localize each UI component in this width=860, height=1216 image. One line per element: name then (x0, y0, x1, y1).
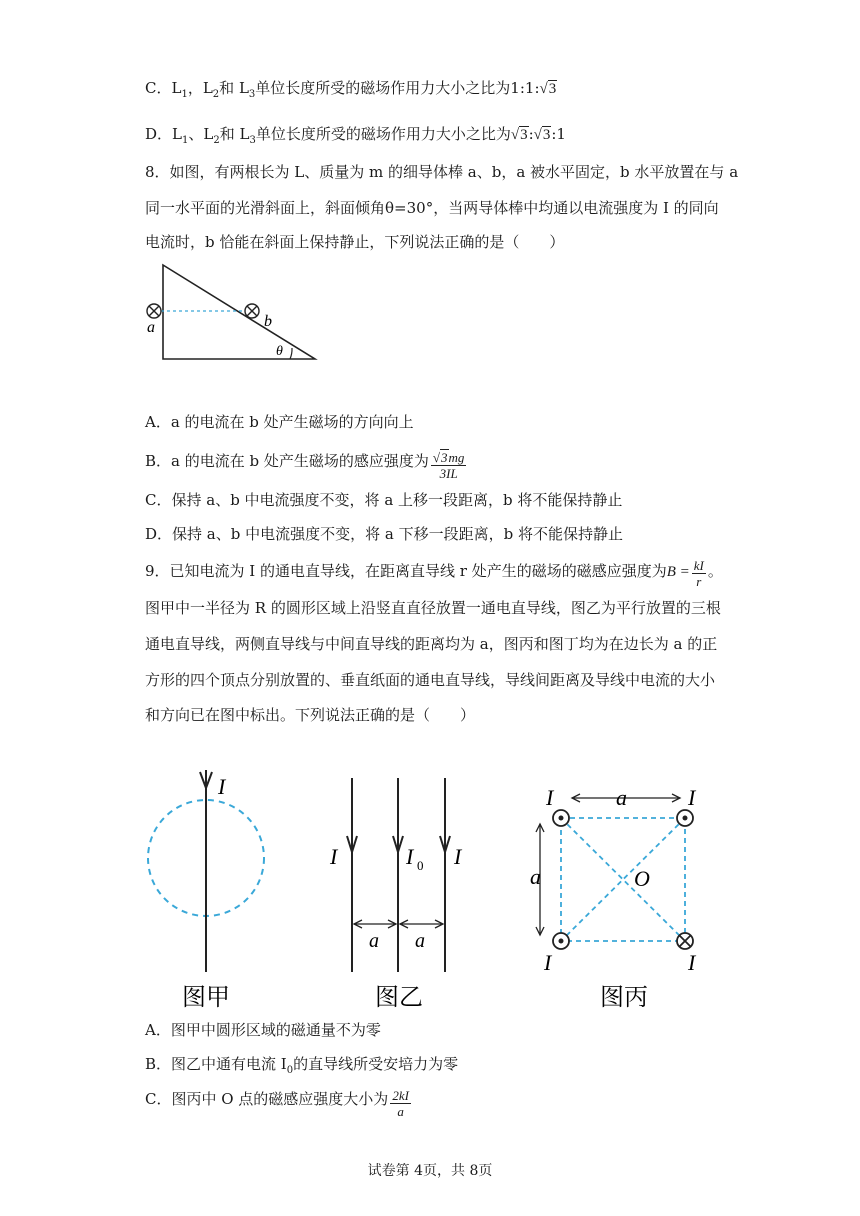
wire-out-of-page-icon (553, 933, 569, 949)
fig2-mid-sub: 0 (417, 858, 424, 873)
q9-option-c: C．图丙中 O 点的磁感应强度大小为 $\frac{2kI}{a}$ (145, 1088, 409, 1119)
q8-option-d: D．保持 a、b 中电流强度不变，将 a 下移一段距离，b 将不能保持静止 (145, 525, 623, 543)
q9-figures (140, 760, 720, 1010)
label-b: b (264, 313, 272, 330)
fig3-tr-current: I (688, 785, 696, 810)
q9-option-b: B．图乙中通有电流 $I_0$的直导线所受安培力为零 (145, 1055, 459, 1076)
fig2-caption: 图乙 (375, 985, 423, 1010)
q8-stem-line-3: 电流时，b 恰能在斜面上保持静止，下列说法正确的是（ ） (145, 233, 565, 251)
fig2-a-left: a (369, 930, 379, 952)
q8-option-c: C．保持 a、b 中电流强度不变，将 a 上移一段距离，b 将不能保持静止 (145, 491, 623, 509)
q9-option-a: A．图甲中圆形区域的磁通量不为零 (145, 1021, 381, 1039)
q9-stem-line-5: 和方向已在图中标出。下列说法正确的是（ ） (145, 706, 476, 724)
figure-yi (329, 778, 463, 1010)
fig3-caption: 图丙 (600, 985, 648, 1010)
q8-incline-figure (140, 262, 325, 367)
q9-stem-line-2: 图甲中一半径为 R 的圆形区域上沿竖直直径放置一通电直导线，图乙为平行放置的三根 (145, 599, 721, 617)
fig3-br-current: I (688, 950, 696, 975)
wire-into-page-icon (677, 933, 693, 949)
wire-out-of-page-icon (553, 810, 569, 826)
q7-option-c: C．$L_1$，$L_2$和 $L_3$单位长度所受的磁场作用力大小之比为1:1:√3 (145, 79, 557, 100)
q8-option-a: A．a 的电流在 b 处产生磁场的方向向上 (145, 413, 414, 431)
fig1-caption: 图甲 (182, 985, 230, 1010)
q8-option-b: B．a 的电流在 b 处产生磁场的感应强度为 $\frac{√3mg}{3IL}$ (145, 450, 465, 481)
q9-stem-line-1: 9．已知电流为 I 的通电直导线，在距离直导线 r 处产生的磁场的磁感应强度为B = $\frac{kI}{r}$ 。 (145, 558, 723, 589)
q7-option-d: D．$L_1$、$L_2$和 $L_3$单位长度所受的磁场作用力大小之比为√3:√3:1 (145, 125, 566, 146)
fig3-a-top: a (616, 785, 627, 810)
wire-b-into-page-icon (245, 304, 259, 318)
fig2-left-current: I (330, 844, 338, 869)
fig1-current-label: I (218, 774, 226, 799)
fig2-mid-current: I (406, 844, 414, 869)
fig2-a-right: a (415, 930, 425, 952)
label-theta: θ (276, 344, 283, 359)
q9-stem-line-4: 方形的四个顶点分别放置的、垂直纸面的通电直导线，导线间距离及导线中电流的大小 (145, 671, 716, 689)
label-a: a (147, 319, 155, 336)
wire-out-of-page-icon (677, 810, 693, 826)
fig2-right-current: I (454, 844, 462, 869)
q9-stem-line-3: 通电直导线，两侧直导线与中间直导线的距离均为 a，图丙和图丁均为在边长为 a 的正 (145, 635, 718, 653)
figure-bing (530, 785, 697, 1010)
fig3-center-o: O (634, 866, 650, 891)
q8-stem-line-2: 同一水平面的光滑斜面上，斜面倾角θ=30°，当两导体棒中均通以电流强度为 I 的同向 (145, 199, 719, 217)
page-footer: 试卷第 4页，共 8页 (367, 1163, 493, 1179)
fig3-bl-current: I (544, 950, 552, 975)
figure-jia (148, 770, 264, 1010)
q8-stem-line-1: 8．如图，有两根长为 L、质量为 m 的细导体棒 a、b，a 被水平固定，b 水平放置在与 a (145, 163, 739, 181)
wire-a-into-page-icon (147, 304, 161, 318)
fig3-tl-current: I (546, 785, 554, 810)
fig3-a-left: a (530, 864, 541, 889)
